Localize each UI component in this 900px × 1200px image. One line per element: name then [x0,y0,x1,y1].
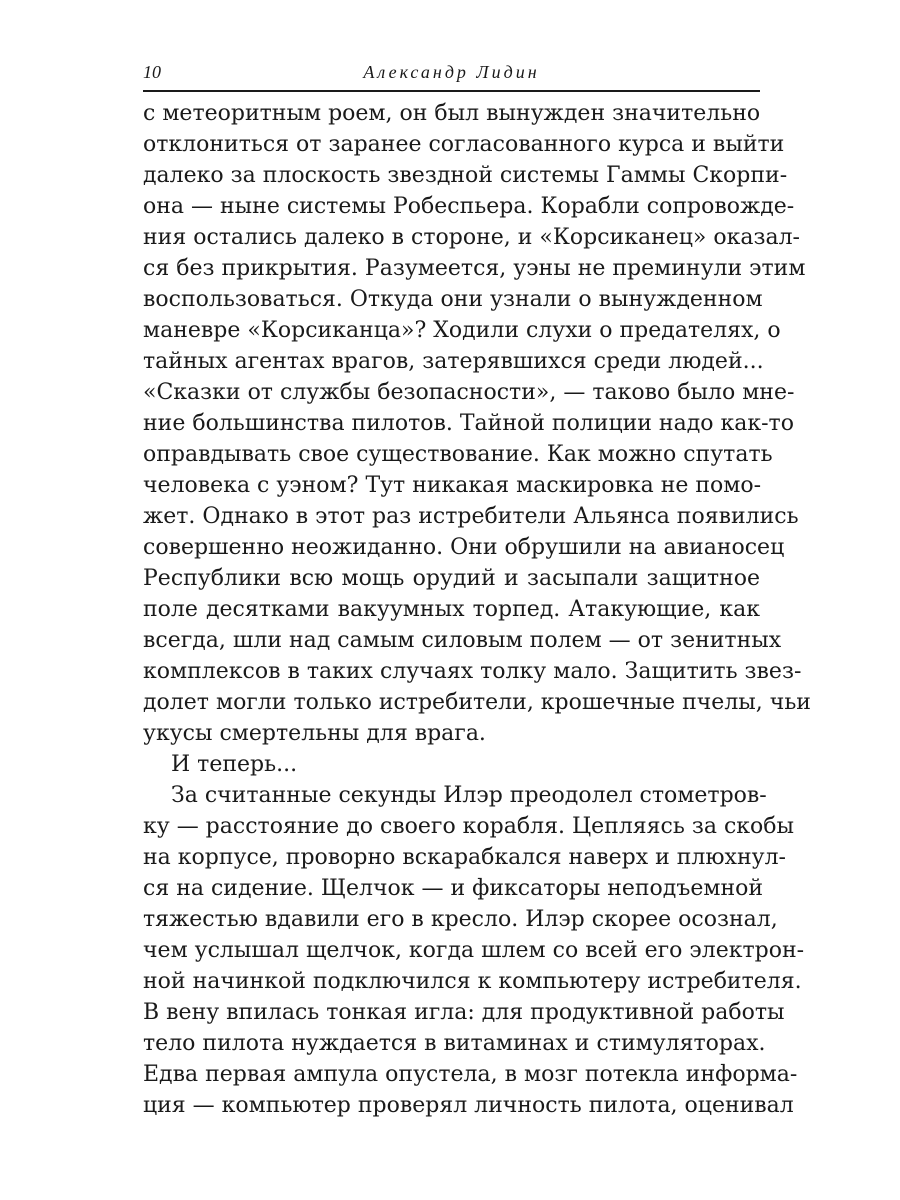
text-line: Республики всю мощь орудий и засыпали защитное [143,566,760,591]
text-line: с метеоритным роем, он был вынужден значительно [143,101,761,126]
text-line: отклониться от заранее согласованного курса и выйти [143,132,785,157]
text-line: укусы смертельны для врага. [143,721,486,746]
text-line: ной начинкой подключился к компьютеру истребителя. [143,969,802,994]
text-line: совершенно неожиданно. Они обрушили на авианосец [143,535,785,560]
text-line: воспользоваться. Откуда они узнали о вынужденном [143,287,763,312]
text-line: «Сказки от службы безопасности», — таково было мне- [143,380,795,405]
text-line: поле десятками вакуумных торпед. Атакующие, как [143,597,760,622]
text-line: За считанные секунды Илэр преодолел стометров- [171,783,767,808]
text-line: на корпусе, проворно вскарабкался наверх и плюхнул- [143,845,786,870]
text-line: Едва первая ампула опустела, в мозг потекла информа- [143,1062,798,1087]
text-line: долет могли только истребители, крошечные пчелы, чьи [143,690,811,715]
text-line: ся без прикрытия. Разумеется, уэны не преминули этим [143,256,806,281]
text-line: человека с уэном? Тут никакая маскировка не помо- [143,473,762,498]
text-line: тайных агентах врагов, затерявшихся среди людей... [143,349,764,374]
running-head-author: Александр Лидин [363,62,540,82]
text-line: жет. Однако в этот раз истребители Альянса появились [143,504,799,529]
text-line: ку — расстояние до своего корабля. Цепляясь за скобы [143,814,795,839]
body-text [143,98,811,1121]
header-rule [143,90,760,92]
text-line: И теперь... [171,752,298,777]
text-line: комплексов в таких случаях толку мало. Защитить звез- [143,659,802,684]
text-line: она — ныне системы Робеспьера. Корабли сопровожде- [143,194,795,219]
text-line: ния остались далеко в стороне, и «Корсиканец» оказал- [143,225,800,250]
text-line: ся на сидение. Щелчок — и фиксаторы неподъемной [143,876,764,901]
running-head [143,58,760,88]
text-line: тяжестью вдавили его в кресло. Илэр скорее осознал, [143,907,778,932]
text-line: оправдывать свое существование. Как можно спутать [143,442,773,467]
page-number: 10 [143,62,161,82]
text-line: В вену впилась тонкая игла: для продуктивной работы [143,1000,785,1025]
text-line: далеко за плоскость звездной системы Гаммы Скорпи- [143,163,788,188]
text-line: ние большинства пилотов. Тайной полиции надо как-то [143,411,794,436]
text-line: чем услышал щелчок, когда шлем со всей его электрон- [143,938,805,963]
text-line: маневре «Корсиканца»? Ходили слухи о предателях, о [143,318,781,343]
text-line: ция — компьютер проверял личность пилота, оценивал [143,1093,794,1118]
text-line: всегда, шли над самым силовым полем — от зенитных [143,628,782,653]
text-line: тело пилота нуждается в витаминах и стимуляторах. [143,1031,766,1056]
